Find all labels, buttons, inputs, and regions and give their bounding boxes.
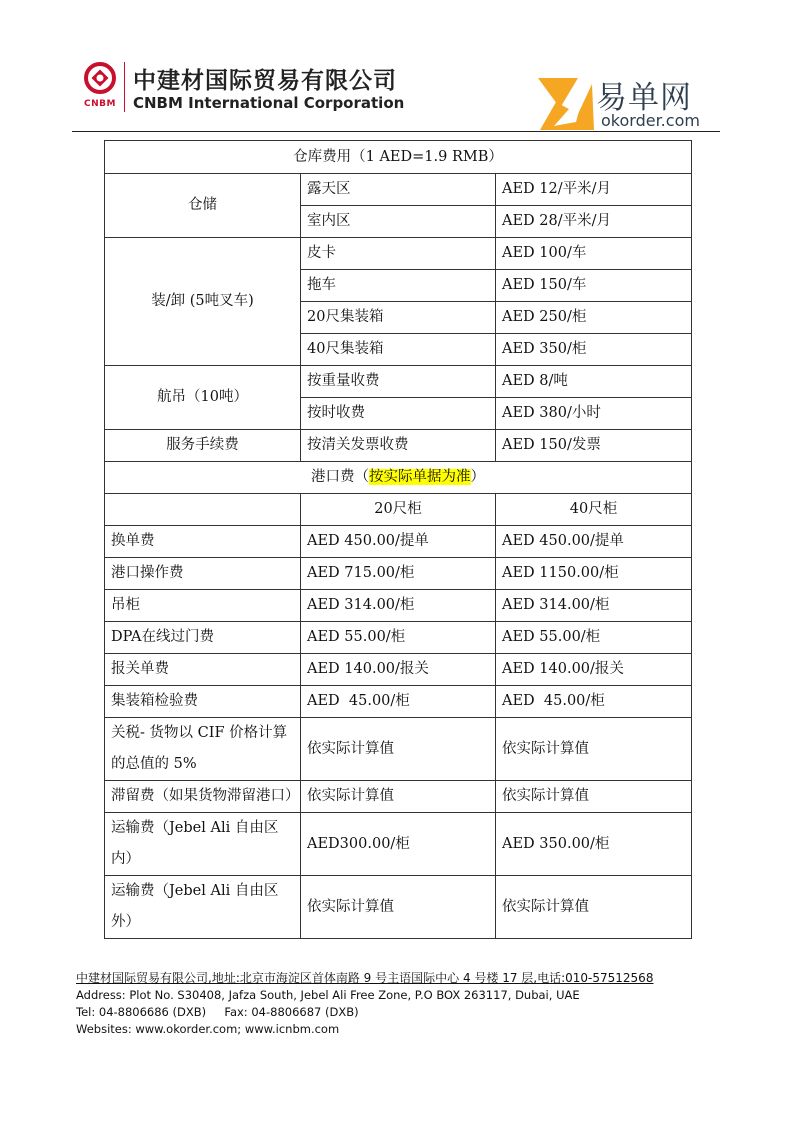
footer-address-en: Address: Plot No. S30408, Jafza South, Jebel Ali Free Zone, P.O BOX 263117, Dubai, UAE — [76, 988, 580, 1002]
port-header-row — [105, 494, 692, 526]
fee-name: 集装箱检验费 — [105, 686, 301, 718]
port-title — [105, 462, 692, 494]
price-40: AED 140.00/报关 — [496, 654, 692, 686]
fee-table — [104, 140, 692, 939]
loading-label: 装/卸 (5吨叉车) — [105, 238, 301, 366]
price-20: 依实际计算值 — [301, 781, 496, 813]
price-20: AED 140.00/报关 — [301, 654, 496, 686]
fee-item: 皮卡 — [301, 238, 496, 270]
table-row — [105, 813, 692, 876]
footer-address-cn: 中建材国际贸易有限公司,地址:北京市海淀区首体南路 9 号主语国际中心 4 号楼 17 层,电话:010-57512568 — [76, 971, 654, 985]
price-40: AED 350.00/柜 — [496, 813, 692, 876]
fee-price: AED 100/车 — [496, 238, 692, 270]
fee-price: AED 28/平米/月 — [496, 206, 692, 238]
table-row — [105, 781, 692, 813]
table-row — [105, 686, 692, 718]
okorder-logo-icon — [538, 78, 596, 130]
fee-item: 室内区 — [301, 206, 496, 238]
price-20: 依实际计算值 — [301, 876, 496, 939]
fee-item: 40尺集装箱 — [301, 334, 496, 366]
table-row — [105, 238, 692, 270]
port-title-prefix: 港口费（ — [311, 469, 369, 485]
footer — [76, 970, 653, 1038]
fee-price: AED 150/车 — [496, 270, 692, 302]
fee-item: 按时收费 — [301, 398, 496, 430]
port-title-highlight: 按实际单据为准 — [369, 469, 471, 485]
price-40: 依实际计算值 — [496, 876, 692, 939]
fee-name: 关税- 货物以 CIF 价格计算的总值的 5% — [105, 718, 301, 781]
table-row — [105, 622, 692, 654]
price-20: AED 55.00/柜 — [301, 622, 496, 654]
col-header-40: 40尺柜 — [496, 494, 692, 526]
col-header-20: 20尺柜 — [301, 494, 496, 526]
storage-label: 仓储 — [105, 174, 301, 238]
fee-price: AED 380/小时 — [496, 398, 692, 430]
letterhead — [0, 0, 793, 135]
fee-price: AED 350/柜 — [496, 334, 692, 366]
table-row — [105, 526, 692, 558]
price-40: AED 1150.00/柜 — [496, 558, 692, 590]
table-row — [105, 430, 692, 462]
company-name-en: CNBM International Corporation — [133, 94, 405, 112]
price-40: 依实际计算值 — [496, 718, 692, 781]
fee-name: 运输费（Jebel Ali 自由区内） — [105, 813, 301, 876]
price-40: 依实际计算值 — [496, 781, 692, 813]
fee-item: 拖车 — [301, 270, 496, 302]
empty-header-cell — [105, 494, 301, 526]
table-row — [105, 558, 692, 590]
table-row — [105, 654, 692, 686]
fee-name: 吊柜 — [105, 590, 301, 622]
warehouse-title-row — [105, 141, 692, 174]
price-20: AED 715.00/柜 — [301, 558, 496, 590]
price-20: 依实际计算值 — [301, 718, 496, 781]
table-row — [105, 876, 692, 939]
fee-price: AED 150/发票 — [496, 430, 692, 462]
table-row — [105, 718, 692, 781]
price-40: AED 450.00/提单 — [496, 526, 692, 558]
fee-name: 滞留费（如果货物滞留港口） — [105, 781, 301, 813]
company-name-cn: 中建材国际贸易有限公司 — [133, 68, 397, 94]
port-title-suffix: ） — [470, 469, 485, 485]
fee-name: 报关单费 — [105, 654, 301, 686]
fee-name: 运输费（Jebel Ali 自由区外） — [105, 876, 301, 939]
fee-price: AED 8/吨 — [496, 366, 692, 398]
okorder-name-en: okorder.com — [601, 111, 700, 130]
price-40: AED 314.00/柜 — [496, 590, 692, 622]
price-40: AED 55.00/柜 — [496, 622, 692, 654]
fee-item: 按清关发票收费 — [301, 430, 496, 462]
cnbm-abbr: CNBM — [84, 99, 116, 109]
fee-name: 港口操作费 — [105, 558, 301, 590]
fee-price: AED 12/平米/月 — [496, 174, 692, 206]
fee-name: DPA在线过门费 — [105, 622, 301, 654]
footer-phone-fax: Tel: 04-8806686 (DXB) Fax: 04-8806687 (DXB) — [76, 1005, 359, 1019]
logo-divider — [124, 62, 125, 112]
cnbm-logo-icon — [84, 62, 116, 94]
fee-name: 换单费 — [105, 526, 301, 558]
price-40: AED 45.00/柜 — [496, 686, 692, 718]
price-20: AED 314.00/柜 — [301, 590, 496, 622]
fee-item: 20尺集装箱 — [301, 302, 496, 334]
service-label: 服务手续费 — [105, 430, 301, 462]
header-rule — [72, 131, 720, 132]
fee-price: AED 250/柜 — [496, 302, 692, 334]
okorder-name-cn: 易单网 — [596, 80, 692, 116]
table-row — [105, 590, 692, 622]
fee-item: 露天区 — [301, 174, 496, 206]
price-20: AED300.00/柜 — [301, 813, 496, 876]
footer-websites: Websites: www.okorder.com; www.icnbm.com — [76, 1022, 340, 1036]
table-row — [105, 174, 692, 206]
crane-label: 航吊（10吨） — [105, 366, 301, 430]
warehouse-title: 仓库费用（1 AED=1.9 RMB） — [105, 141, 692, 174]
price-20: AED 45.00/柜 — [301, 686, 496, 718]
fee-item: 按重量收费 — [301, 366, 496, 398]
price-20: AED 450.00/提单 — [301, 526, 496, 558]
port-title-row — [105, 462, 692, 494]
table-row — [105, 366, 692, 398]
